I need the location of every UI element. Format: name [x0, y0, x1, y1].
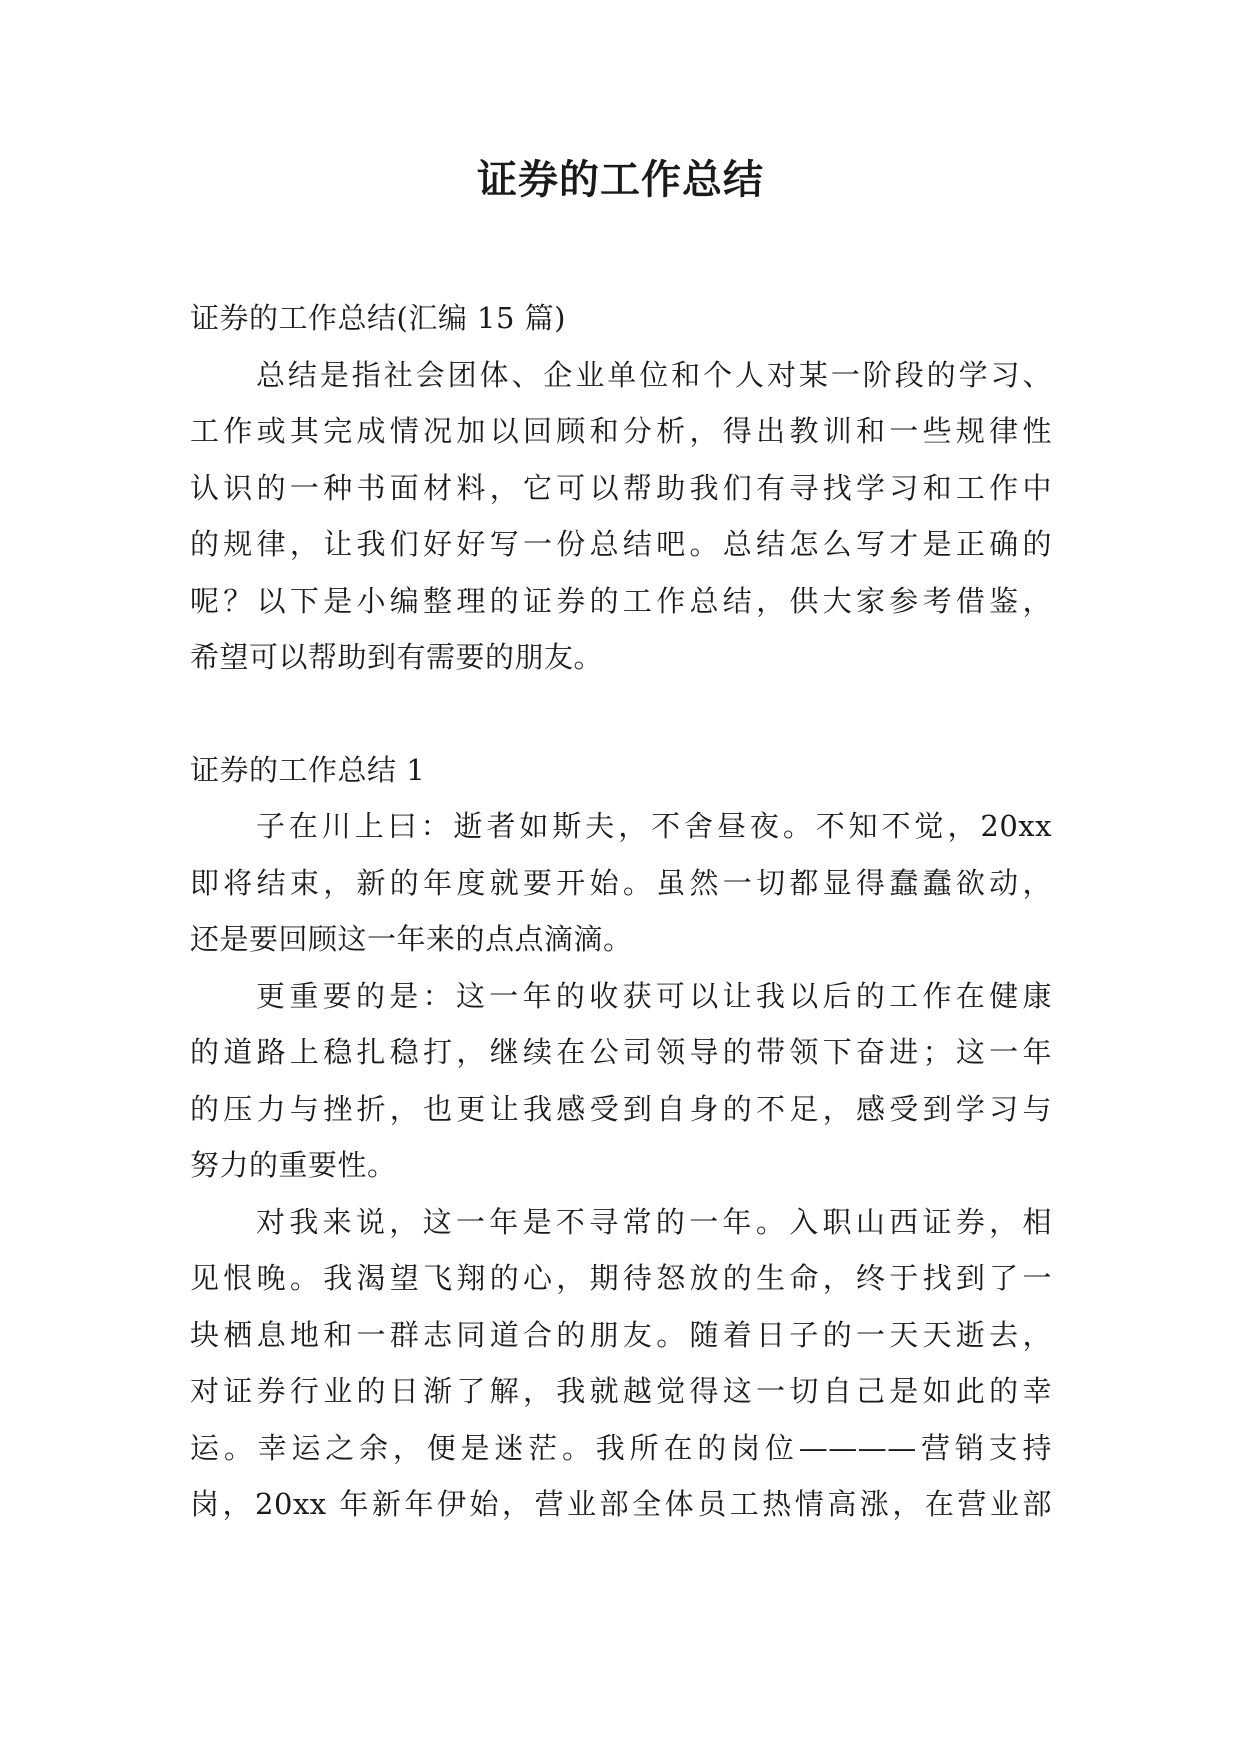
paragraph-line: 对证券行业的日渐了解，我就越觉得这一切自己是如此的幸	[190, 1374, 1052, 1408]
intro-line: 总结是指社会团体、企业单位和个人对某一阶段的学习、	[256, 357, 1052, 392]
intro-line: 希望可以帮助到有需要的朋友。	[190, 640, 604, 674]
paragraph-line: 的道路上稳扎稳打，继续在公司领导的带领下奋进；这一年	[190, 1035, 1052, 1069]
paragraph-line: 子在川上曰：逝者如斯夫，不舍昼夜。不知不觉，20xx	[256, 809, 1052, 843]
intro-line: 的规律，让我们好好写一份总结吧。总结怎么写才是正确的	[190, 527, 1052, 561]
paragraph-line: 努力的重要性。	[190, 1148, 397, 1182]
document-title: 证券的工作总结	[477, 156, 764, 203]
paragraph-line: 岗，20xx 年新年伊始，营业部全体员工热情高涨，在营业部	[190, 1487, 1052, 1521]
paragraph-line: 见恨晚。我渴望飞翔的心，期待怒放的生命，终于找到了一	[190, 1261, 1052, 1295]
body-paragraph-1	[190, 798, 1052, 968]
intro-line: 呢？以下是小编整理的证券的工作总结，供大家参考借鉴，	[190, 583, 1052, 618]
section-heading: 证券的工作总结 1	[190, 752, 426, 787]
paragraph-line: 的压力与挫折，也更让我感受到自身的不足，感受到学习与	[190, 1091, 1052, 1126]
paragraph-line: 对我来说，这一年是不寻常的一年。入职山西证券，相	[256, 1204, 1052, 1239]
paragraph-line: 块栖息地和一群志同道合的朋友。随着日子的一天天逝去，	[190, 1317, 1052, 1352]
paragraph-line: 更重要的是：这一年的收获可以让我以后的工作在健康	[256, 978, 1052, 1013]
paragraph-line: 还是要回顾这一年来的点点滴滴。	[190, 922, 633, 956]
intro-paragraph	[190, 347, 1052, 686]
body-paragraph-3	[190, 1194, 1052, 1533]
document-subtitle: 证券的工作总结(汇编 15 篇)	[190, 301, 566, 335]
intro-line: 工作或其完成情况加以回顾和分析，得出教训和一些规律性	[190, 414, 1052, 448]
paragraph-line: 运。幸运之余，便是迷茫。我所在的岗位————营销支持	[190, 1430, 1052, 1465]
intro-line: 认识的一种书面材料，它可以帮助我们有寻找学习和工作中	[190, 470, 1052, 505]
section-spacer	[190, 686, 1052, 742]
paragraph-line: 即将结束，新的年度就要开始。虽然一切都显得蠢蠢欲动，	[190, 865, 1052, 900]
body-paragraph-2	[190, 968, 1052, 1194]
document-body	[190, 290, 1052, 1533]
